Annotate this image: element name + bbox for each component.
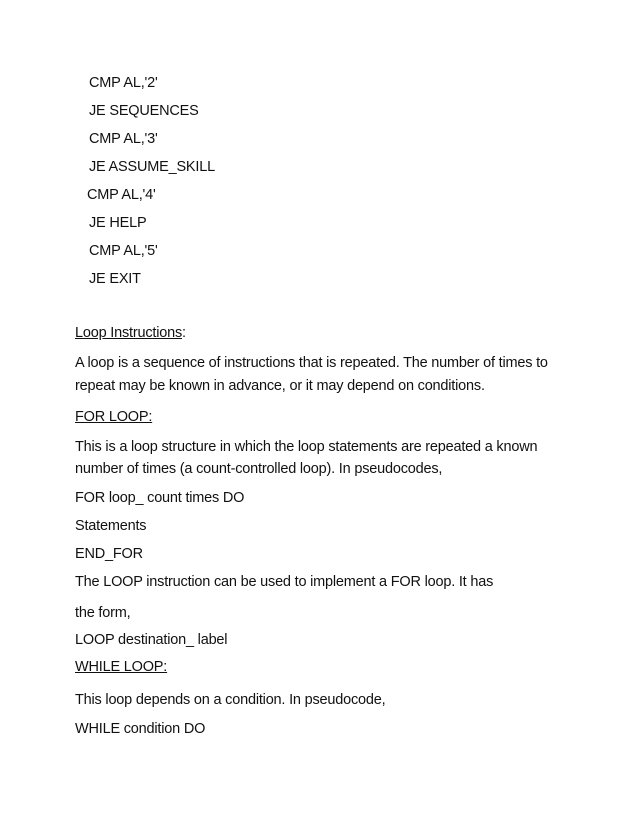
code-line: CMP AL,'5' [89,243,158,259]
code-line: CMP AL,'2' [89,75,158,91]
paragraph-line: number of times (a count-controlled loop). In pseudocodes, [75,461,443,477]
paragraph-line: the form, [75,605,131,621]
section-heading-for-loop: FOR LOOP: [75,409,153,425]
heading-text: Loop Instructions [75,325,183,341]
code-line: JE SEQUENCES [89,103,199,119]
code-line: CMP AL,'4' [87,187,156,203]
code-line: JE HELP [89,215,147,231]
paragraph-line: repeat may be known in advance, or it may depend on conditions. [75,378,485,394]
paragraph-line: A loop is a sequence of instructions that is repeated. The number of times to [75,355,548,371]
code-line: JE ASSUME_SKILL [89,159,215,175]
paragraph-line: LOOP destination_ label [75,632,228,648]
section-heading-while-loop: WHILE LOOP: [75,659,168,675]
heading-colon: : [182,325,186,341]
code-line: CMP AL,'3' [89,131,158,147]
paragraph-line: This loop depends on a condition. In pseudocode, [75,692,386,708]
pseudocode-line: WHILE condition DO [75,721,206,737]
section-heading-loop-instructions [75,324,186,342]
paragraph-line: The LOOP instruction can be used to implement a FOR loop. It has [75,574,494,590]
pseudocode-line: Statements [75,518,147,534]
paragraph-line: This is a loop structure in which the loop statements are repeated a known [75,439,538,455]
pseudocode-line: END_FOR [75,546,143,562]
code-line: JE EXIT [89,271,141,287]
pseudocode-line: FOR loop_ count times DO [75,490,245,506]
